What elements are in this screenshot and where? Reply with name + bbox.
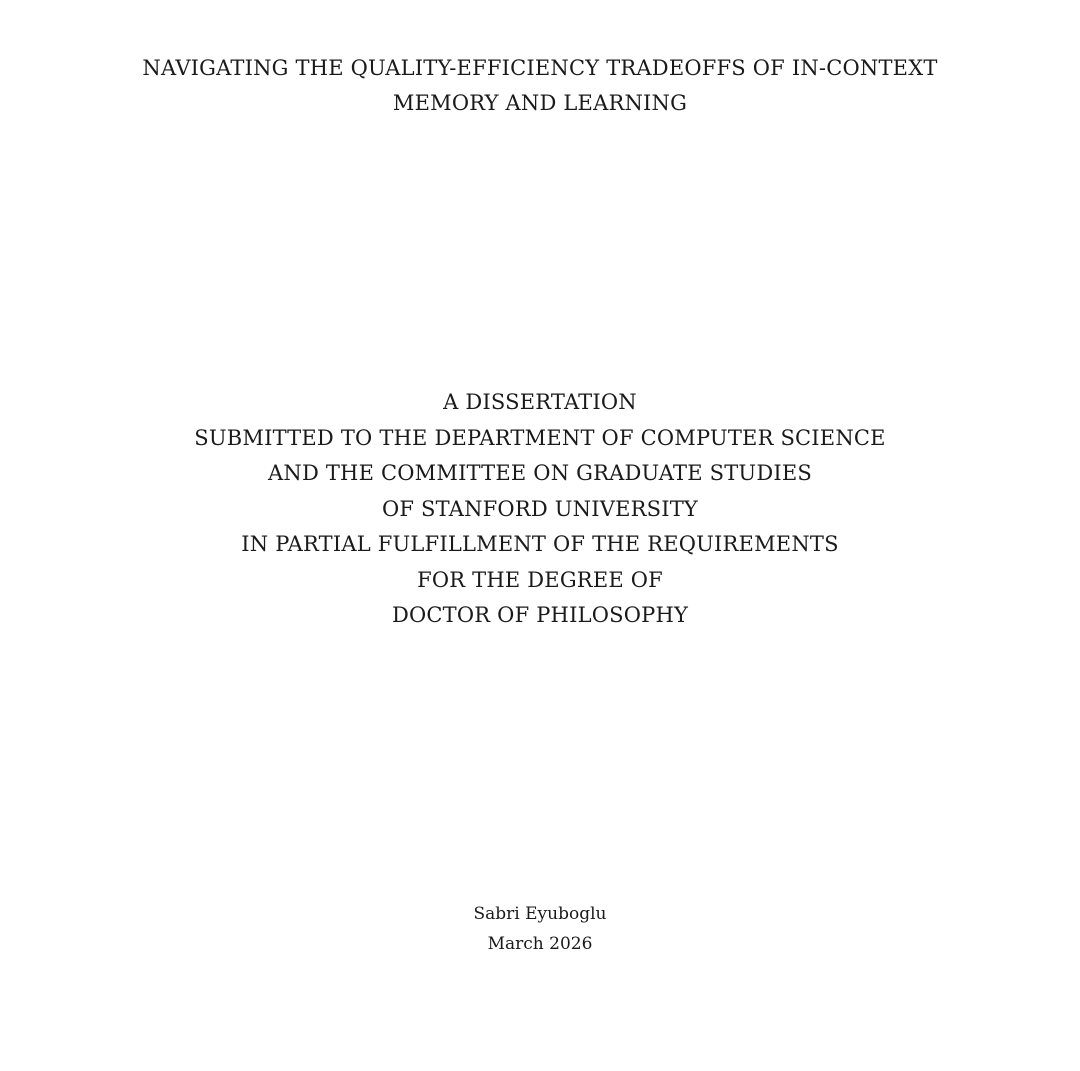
statement-line-committee: AND THE COMMITTEE ON GRADUATE STUDIES [268,461,812,485]
statement-line-degree-of: FOR THE DEGREE OF [417,567,663,592]
statement-line-dissertation: A DISSERTATION [443,390,637,414]
author-info [0,899,1080,959]
statement-line-fulfillment: IN PARTIAL FULFILLMENT OF THE REQUIREMENTS [241,532,839,556]
submission-date: March 2026 [487,934,593,954]
dissertation-title [0,51,1080,121]
dissertation-statement [0,385,1080,634]
statement-line-university: OF STANFORD UNIVERSITY [382,496,698,521]
title-line-1: NAVIGATING THE QUALITY-EFFICIENCY TRADEOFFS OF IN-CONTEXT [142,56,938,80]
statement-line-department: SUBMITTED TO THE DEPARTMENT OF COMPUTER SCIENCE [194,425,886,450]
author-name: Sabri Eyuboglu [473,904,607,924]
title-line-2: MEMORY AND LEARNING [392,91,688,115]
statement-line-doctorate: DOCTOR OF PHILOSOPHY [391,603,689,627]
